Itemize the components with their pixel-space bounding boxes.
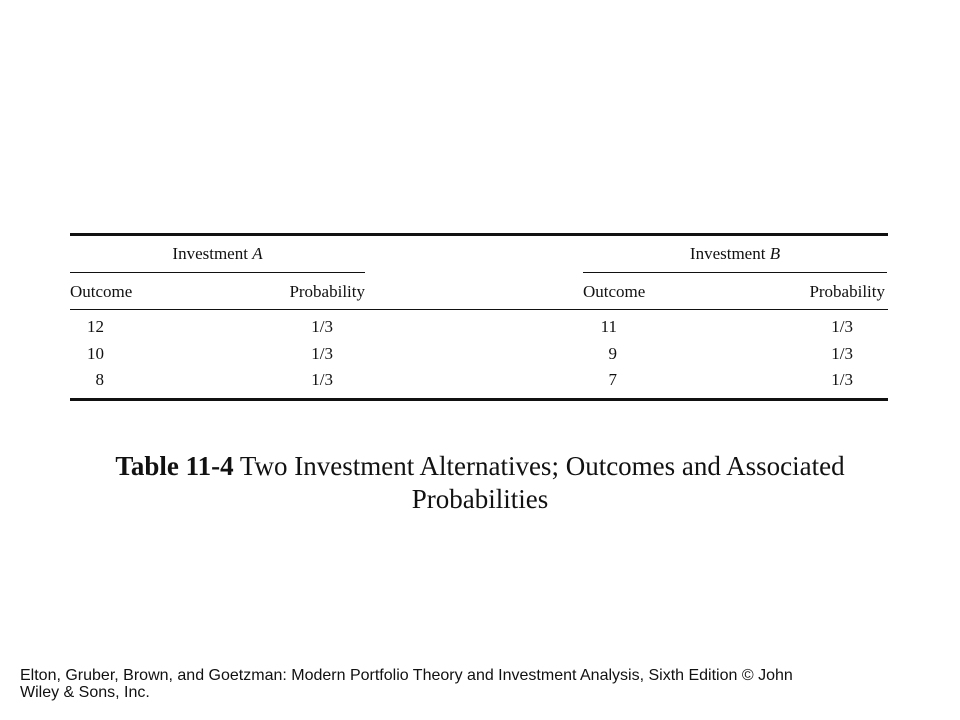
- cell-b-probability: 1/3: [831, 344, 853, 363]
- table-caption: [20, 450, 940, 516]
- table-top-rule: [70, 233, 888, 236]
- cell-a-outcome: 12: [87, 317, 104, 336]
- col-header-a-probability: Probability: [289, 282, 365, 301]
- table-bottom-rule: [70, 398, 888, 401]
- cell-b-probability: 1/3: [831, 370, 853, 389]
- footer-line2: Wiley & Sons, Inc.: [20, 684, 150, 701]
- cell-b-outcome: 7: [608, 370, 617, 389]
- cell-b-outcome: 9: [608, 344, 617, 363]
- col-header-a-outcome: Outcome: [70, 282, 133, 301]
- caption-text-line2: Probabilities: [411, 484, 549, 514]
- group-header-a: Investment A: [172, 244, 263, 263]
- cell-a-outcome: 10: [87, 344, 104, 363]
- header-bottom-rule: [70, 309, 888, 310]
- caption-label: Table 11-4: [115, 451, 234, 481]
- cell-a-outcome: 8: [95, 370, 104, 389]
- cell-a-probability: 1/3: [311, 317, 333, 336]
- cell-b-probability: 1/3: [831, 317, 853, 336]
- col-header-b-outcome: Outcome: [583, 282, 646, 301]
- group-b-rule: [583, 272, 887, 273]
- cell-a-probability: 1/3: [311, 370, 333, 389]
- cell-b-outcome: 11: [600, 317, 617, 336]
- caption-text-line1: Two Investment Alternatives; Outcomes and Associated: [233, 451, 845, 481]
- copyright-footer: [20, 667, 940, 701]
- footer-line1: Elton, Gruber, Brown, and Goetzman: Modern Portfolio Theory and Investment Analysis, Sixth Edition © John: [20, 667, 793, 684]
- cell-a-probability: 1/3: [311, 344, 333, 363]
- group-header-b: Investment B: [689, 244, 781, 263]
- col-header-b-probability: Probability: [809, 282, 885, 301]
- group-a-rule: [70, 272, 365, 273]
